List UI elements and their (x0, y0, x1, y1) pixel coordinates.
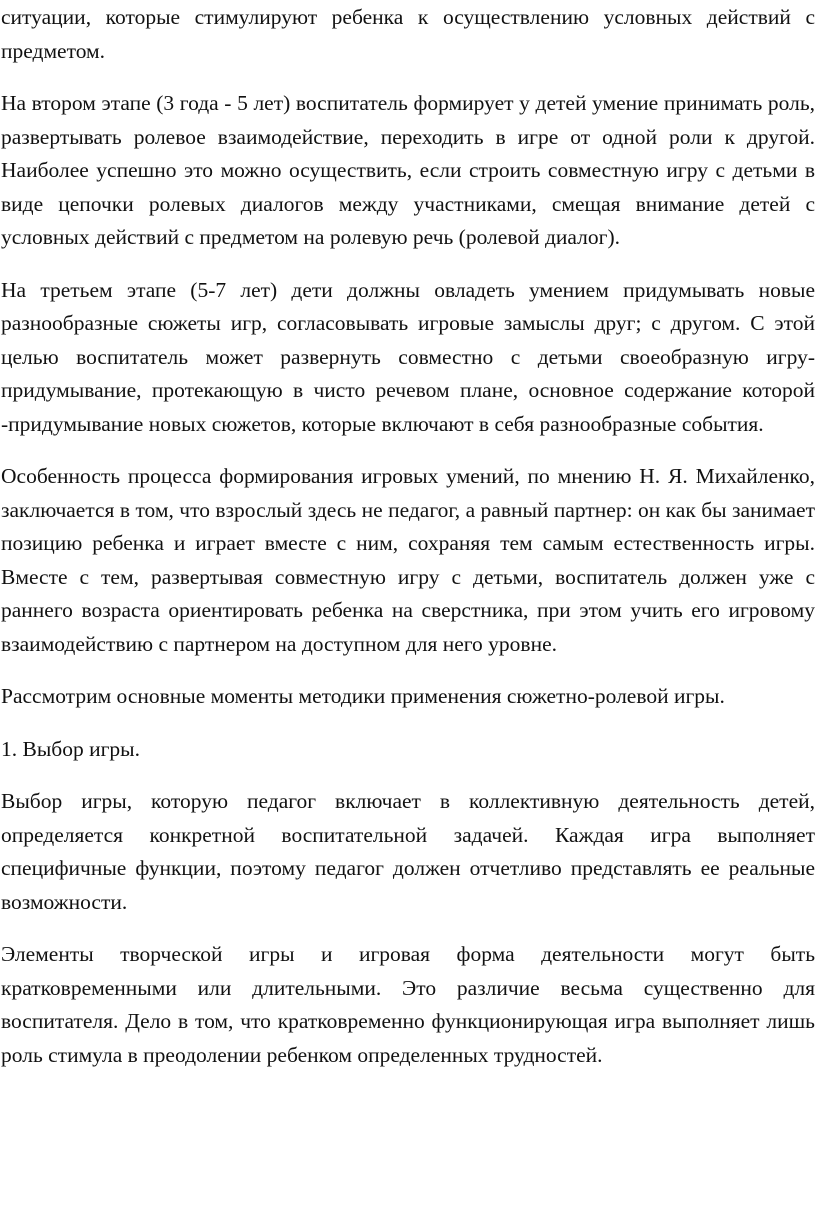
paragraph-spacer (1, 919, 815, 938)
paragraph-5: Рассмотрим основные моменты методики применения сюжетно-ролевой игры. (1, 684, 725, 708)
paragraph-2: На втором этапе (3 года - 5 лет) воспитатель формирует у детей умение принимать роль, развертывать ролевое взаимодействие, переходить в игре от одной роли к другой. Наиболее успешно это можно осуществить, если строить совместную игру с детьми в виде цепочки ролевых диалогов между участниками, смещая внимание детей с условных действий с предметом на ролевую речь (ролевой диалог). (1, 91, 815, 249)
paragraph-3: На третьем этапе (5-7 лет) дети должны овладеть умением придумывать новые разнообразные сюжеты игр, согласовывать игровые замыслы друг; с другом. С этой целью воспитатель может развернуть совместно с детьми своеобразную игру-придумывание, протекающую в чисто речевом плане, основное содержание которой -придумывание новых сюжетов, которые включают в себя разнообразные события. (1, 277, 815, 436)
paragraph-4: Особенность процесса формирования игровых умений, по мнению Н. Я. Михайленко, заключается в том, что взрослый здесь не педагог, а равный партнер: он как бы занимает позицию ребенка и играет вместе с ним, сохраняя тем самым естественность игры. Вместе с тем, развертывая совместную игру с детьми, воспитатель должен уже с раннего возраста ориентировать ребенка на сверстника, при этом учить его игровому взаимодействию с партнером на доступном для него уровне. (1, 464, 815, 656)
section-heading-game-choice: 1. Выбор игры. (1, 736, 140, 761)
paragraph-spacer (1, 661, 815, 680)
paragraph-1: ситуации, которые стимулируют ребенка к осуществлению условных действий с предметом. (1, 5, 815, 63)
paragraph-spacer (1, 255, 815, 274)
paragraph-spacer (1, 68, 815, 87)
paragraph-spacer (1, 441, 815, 460)
paragraph-7: Выбор игры, которую педагог включает в коллективную деятельность детей, определяется конкретной воспитательной задачей. Каждая игра выполняет специфичные функции, поэтому педагог должен отчетливо представлять ее реальные возможности. (1, 789, 815, 914)
paragraph-8: Элементы творческой игры и игровая форма деятельности могут быть кратковременными или длительными. Это различие весьма существенно для воспитателя. Дело в том, что кратковременно функционирующая игра выполняет лишь роль стимула в преодолении ребенком определенных трудностей. (1, 942, 815, 1067)
paragraph-spacer (1, 714, 815, 733)
paragraph-spacer (1, 766, 815, 785)
